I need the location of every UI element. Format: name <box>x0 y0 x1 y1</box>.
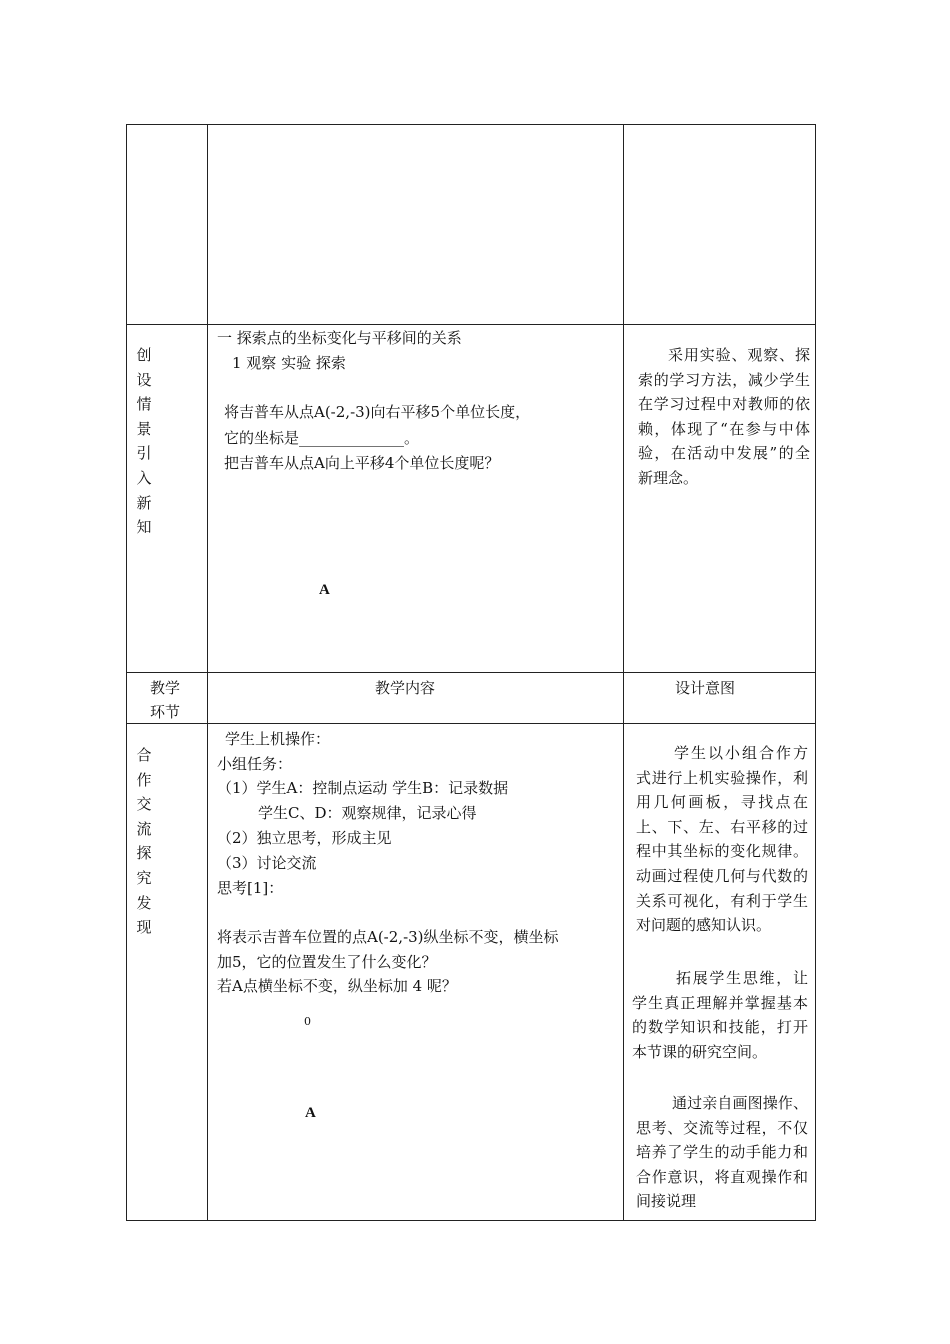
explore-line-3: （1）学生A：控制点运动 学生B：记录数据 <box>217 779 509 797</box>
explore-line-7: 思考[1]： <box>217 879 284 897</box>
table-border-top <box>126 124 816 125</box>
point-a-label: A <box>319 582 330 598</box>
design-intent-explore-1: 学生以小组合作方式进行上机实验操作，利用几何画板，寻找点在上、下、左、右平移的过程中其坐标的变化规律。动画过程使几何与代数的关系可视化，有利于学生对问题的感知认识。 <box>636 744 808 935</box>
explore-line-6: （3）讨论交流 <box>217 854 317 872</box>
table-border-bottom <box>126 1220 816 1221</box>
explore-line-2: 小组任务： <box>217 755 293 773</box>
explore-line-8: 将表示吉普车位置的点A(-2,-3)纵坐标不变，横坐标 <box>217 928 559 946</box>
explore-line-10: 若A点横坐标不变，纵坐标加 4 呢？ <box>217 977 457 995</box>
design-intent-intro: 采用实验、观察、探索的学习方法，减少学生在学习过程中对教师的依赖，体现了“在参与中体验，在活动中发展”的全新理念。 <box>638 346 810 487</box>
header-stage-line-1: 教学 <box>150 679 181 697</box>
design-intent-explore-2: 拓展学生思维，让学生真正理解并掌握基本的数学知识和技能，打开本节课的研究空间。 <box>632 969 808 1061</box>
col-border-right <box>815 124 816 1221</box>
explore-line-5: （2）独立思考，形成主见 <box>217 829 392 847</box>
row-divider-explore <box>126 723 816 724</box>
point-a-label-2: A <box>305 1105 316 1121</box>
stage-label-intro: 创设情景引入新知 <box>136 346 152 537</box>
explore-line-4: 学生C、D：观察规律，记录心得 <box>258 804 477 822</box>
explore-line-1: 学生上机操作： <box>225 730 331 748</box>
section-heading: 一 探索点的坐标变化与平移间的关系 <box>217 329 462 347</box>
section-subheading: 1 观察 实验 探索 <box>232 354 346 372</box>
col-divider-1 <box>207 124 208 1221</box>
row-divider-header <box>126 672 816 673</box>
question-line-2: 它的坐标是______________。 <box>224 429 420 447</box>
question-line-1: 将吉普车从点A(-2,-3)向右平移5个单位长度， <box>224 403 531 421</box>
design-intent-explore-3: 通过亲自画图操作、思考、交流等过程，不仅培养了学生的动手能力和合作意识，将直观操作和间接说理 <box>636 1094 808 1211</box>
question-line-3: 把吉普车从点A向上平移4个单位长度呢？ <box>224 454 500 472</box>
row-divider-intro <box>126 324 816 325</box>
header-intent: 设计意图 <box>675 679 736 697</box>
origin-label: 0 <box>304 1015 311 1028</box>
stage-label-explore: 合作交流探究发现 <box>136 746 152 937</box>
header-content: 教学内容 <box>375 679 436 697</box>
col-divider-2 <box>623 124 624 1221</box>
col-border-left <box>126 124 127 1221</box>
explore-line-9: 加5，它的位置发生了什么变化？ <box>217 953 437 971</box>
header-stage-line-2: 环节 <box>150 703 181 721</box>
